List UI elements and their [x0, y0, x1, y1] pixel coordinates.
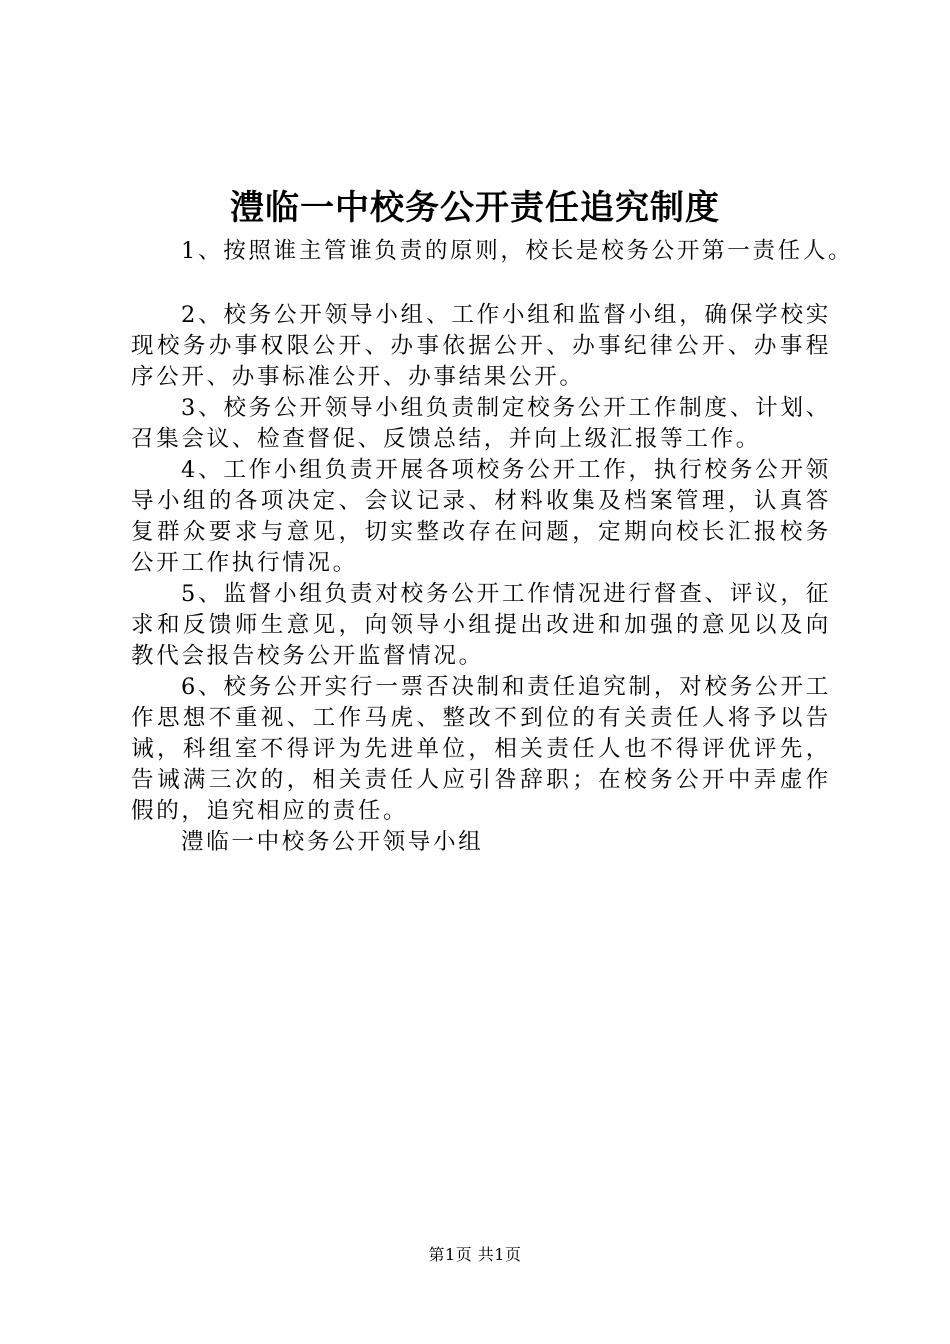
document-body [131, 236, 854, 858]
page-number: 第1页 共1页 [428, 1245, 522, 1264]
paragraph-4: 4、工作小组负责开展各项校务公开工作，执行校务公开领导小组的各项决定、会议记录、材料收集及档案管理，认真答复群众要求与意见，切实整改存在问题，定期向校长汇报校务公开工作执行情况。 [131, 457, 831, 576]
paragraph-spacer [131, 267, 831, 300]
paragraph-6: 6、校务公开实行一票否决制和责任追究制，对校务公开工作思想不重视、工作马虎、整改不到位的有关责任人将予以告诫，科组室不得评为先进单位，相关责任人也不得评优评先，告诫满三次的，相关责任人应引咎辞职；在校务公开中弄虚作假的，追究相应的责任。 [131, 674, 831, 824]
document-title: 澧临一中校务公开责任追究制度 [230, 188, 720, 228]
paragraph-2: 2、校务公开领导小组、工作小组和监督小组，确保学校实现校务办事权限公开、办事依据公开、办事纪律公开、办事程序公开、办事标准公开、办事结果公开。 [131, 302, 831, 390]
paragraph-1: 1、按照谁主管谁负责的原则，校长是校务公开第一责任人。 [181, 238, 854, 264]
paragraph-3: 3、校务公开领导小组负责制定校务公开工作制度、计划、召集会议、检查督促、反馈总结，并向上级汇报等工作。 [131, 395, 831, 452]
signature: 澧临一中校务公开领导小组 [181, 829, 484, 855]
paragraph-5: 5、监督小组负责对校务公开工作情况进行督查、评议，征求和反馈师生意见，向领导小组提出改进和加强的意见以及向教代会报告校务公开监督情况。 [131, 581, 831, 669]
